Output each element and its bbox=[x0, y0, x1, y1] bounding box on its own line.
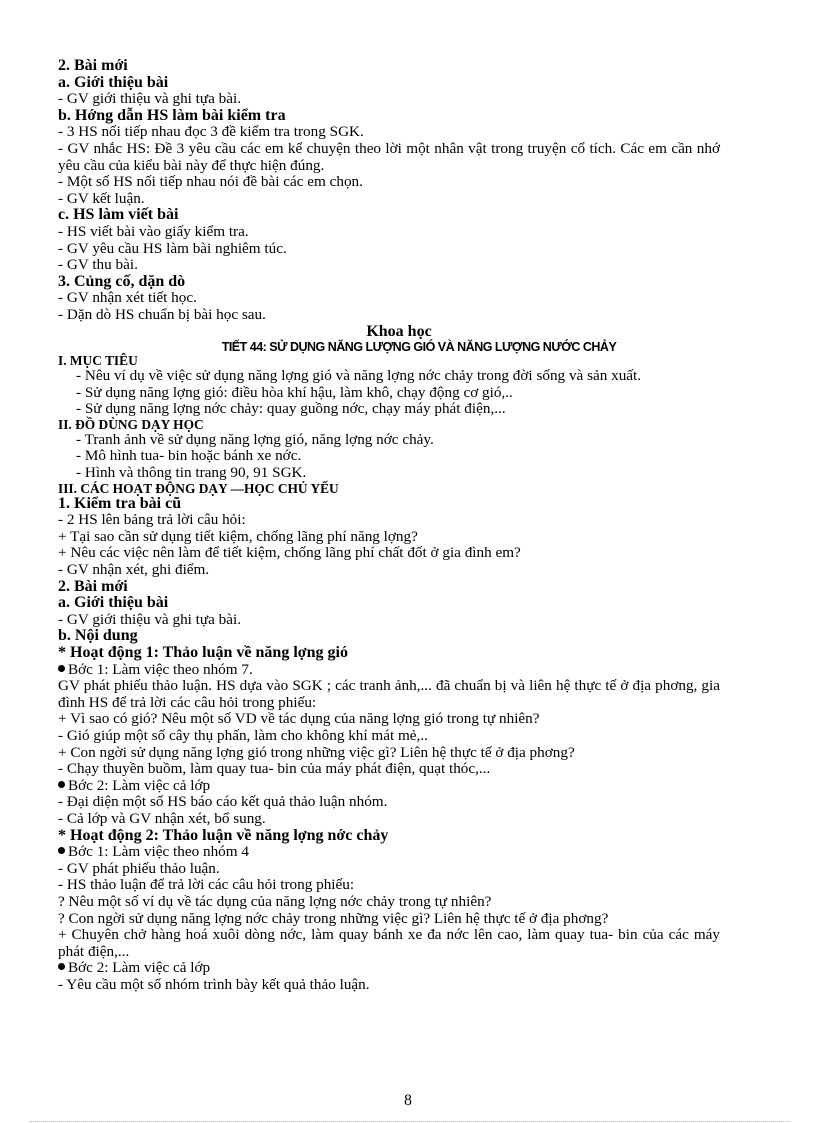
text-paragraph: - Nêu ví dụ về việc sử dụng năng lợng gió và năng lợng nớc chảy trong đời sống và sản xuất. bbox=[76, 367, 642, 385]
subject-title: Khoa học bbox=[366, 322, 432, 340]
bullet-icon bbox=[58, 665, 65, 672]
step-line bbox=[58, 844, 720, 861]
section-muc-tieu: I. MỤC TIÊU bbox=[58, 353, 138, 369]
heading-bai-moi: 2. Bài mới bbox=[58, 57, 128, 74]
heading-kiem-tra: 1. Kiểm tra bài cũ bbox=[58, 494, 182, 512]
text-paragraph: ? Con ngời sử dụng năng lợng nớc chảy trong những việc gì? Liên hệ thực tế ở địa phơng? bbox=[58, 909, 609, 927]
text-line: - GV nhận xét, ghi điểm. bbox=[58, 561, 210, 579]
step-text: Bớc 1: Làm việc theo nhóm 4 bbox=[68, 843, 249, 861]
text-line: - Dặn dò HS chuẩn bị bài học sau. bbox=[58, 305, 266, 323]
text-line: - GV thu bài. bbox=[58, 256, 138, 274]
text-line: - HS thảo luận để trả lời các câu hỏi trong phiếu: bbox=[58, 876, 355, 894]
text-line: - 2 HS lên bảng trả lời câu hỏi: bbox=[58, 511, 246, 529]
heading-gioi-thieu-bai-2: a. Giới thiệu bài bbox=[58, 594, 169, 612]
step-text: Bớc 1: Làm việc theo nhóm 7. bbox=[68, 660, 253, 678]
section-hoat-dong: III. CÁC HOẠT ĐỘNG DẠY —HỌC CHỦ YẾU bbox=[58, 480, 339, 496]
text-line: - Sử dụng năng lợng nớc chảy: quay guồng nớc, chạy máy phát điện,... bbox=[76, 400, 506, 418]
heading-bai-moi-2: 2. Bài mới bbox=[58, 577, 128, 595]
text-line: - GV phát phiếu thảo luận. bbox=[58, 859, 220, 877]
text-line: ? Nêu một số ví dụ về tác dụng của năng lợng nớc chảy trong tự nhiên? bbox=[58, 892, 492, 910]
heading-viet-bai: c. HS làm viết bài bbox=[58, 206, 179, 224]
heading-hoat-dong-1: * Hoạt động 1: Thảo luận về năng lợng gió bbox=[58, 644, 348, 661]
text-line: - Đại diện một số HS báo cáo kết quả thảo luận nhóm. bbox=[58, 793, 388, 811]
text-line: + Nêu các việc nên làm để tiết kiệm, chống lãng phí chất đốt ở gia đình em? bbox=[58, 544, 521, 562]
bullet-icon bbox=[58, 781, 65, 788]
heading-huong-dan: b. Hớng dẫn HS làm bài kiểm tra bbox=[58, 106, 286, 124]
text-line: - Tranh ảnh về sử dụng năng lợng gió, năng lợng nớc chảy. bbox=[76, 430, 434, 448]
heading-hoat-dong-2: * Hoạt động 2: Thảo luận về năng lợng nớc chảy bbox=[58, 826, 389, 844]
text-line: + Vì sao có gió? Nêu một số VD về tác dụng của năng lợng gió trong tự nhiên? bbox=[58, 710, 540, 728]
text-line: - Cả lớp và GV nhận xét, bổ sung. bbox=[58, 809, 266, 827]
text-paragraph: - GV nhắc HS: Đề 3 yêu cầu các em kể chuyện theo lời một nhân vật trong truyện cổ tích. Các em cần nhớ yêu cầu của kiểu bài này để thực hiện đúng. bbox=[58, 139, 720, 174]
text-line: - Một số HS nối tiếp nhau nói đề bài các em chọn. bbox=[58, 173, 363, 191]
text-line: - GV giới thiệu và ghi tựa bài. bbox=[58, 610, 242, 628]
lesson-title: TIẾT 44: SỬ DỤNG NĂNG LƯỢNG GIÓ VÀ NĂNG LƯỢNG NƯỚC CHẢY bbox=[221, 340, 617, 355]
bullet-icon bbox=[58, 847, 65, 854]
document-page bbox=[58, 58, 720, 993]
heading-cung-co: 3. Củng cố, dặn dò bbox=[58, 272, 186, 290]
section-do-dung: II. ĐỒ DÙNG DẠY HỌC bbox=[58, 416, 204, 432]
text-line: - Gió giúp một số cây thụ phấn, làm cho không khí mát mẻ,.. bbox=[58, 726, 428, 744]
page-number: 8 bbox=[404, 1092, 412, 1109]
step-text: Bớc 2: Làm việc cả lớp bbox=[68, 959, 211, 977]
text-line: - GV yêu cầu HS làm bài nghiêm túc. bbox=[58, 239, 287, 257]
text-line: - HS viết bài vào giấy kiểm tra. bbox=[58, 222, 249, 240]
step-line bbox=[58, 662, 720, 679]
text-line: - GV kết luận. bbox=[58, 189, 145, 207]
heading-noi-dung: b. Nội dung bbox=[58, 627, 138, 645]
text-line: - GV nhận xét tiết học. bbox=[58, 289, 197, 307]
text-line: - Sử dụng năng lợng gió: điều hòa khí hậu, làm khô, chạy động cơ gió,.. bbox=[76, 383, 513, 401]
text-line: - Hình và thông tin trang 90, 91 SGK. bbox=[76, 464, 307, 482]
text-line: - Mô hình tua- bin hoặc bánh xe nớc. bbox=[76, 447, 302, 465]
text-line: + Tại sao cần sử dụng tiết kiệm, chống lãng phí năng lợng? bbox=[58, 527, 418, 545]
text-line: - GV giới thiệu và ghi tựa bài. bbox=[58, 90, 242, 108]
bullet-icon bbox=[58, 963, 65, 970]
step-line bbox=[58, 960, 720, 977]
text-paragraph: + Con ngời sử dụng năng lợng gió trong những việc gì? Liên hệ thực tế ở địa phơng? bbox=[58, 743, 575, 761]
step-line bbox=[58, 778, 720, 795]
heading-gioi-thieu-bai: a. Giới thiệu bài bbox=[58, 73, 169, 91]
text-line: - 3 HS nối tiếp nhau đọc 3 đề kiểm tra trong SGK. bbox=[58, 123, 364, 141]
text-paragraph: + Chuyên chở hàng hoá xuôi dòng nớc, làm quay bánh xe đa nớc lên cao, làm quay tua- bin của các máy phát điện,... bbox=[58, 926, 720, 960]
text-line: - Yêu cầu một số nhóm trình bày kết quả thảo luận. bbox=[58, 975, 370, 993]
text-paragraph: GV phát phiếu thảo luận. HS dựa vào SGK ; các tranh ảnh,... đã chuẩn bị và liên hệ thực tế ở địa phơng, gia đình HS để trả lời các câu hỏi trong phiếu: bbox=[58, 677, 720, 711]
text-line: - Chạy thuyền buồm, làm quay tua- bin của máy phát điện, quạt thóc,... bbox=[58, 760, 491, 778]
footer-divider bbox=[30, 1121, 790, 1122]
step-text: Bớc 2: Làm việc cả lớp bbox=[68, 776, 211, 794]
